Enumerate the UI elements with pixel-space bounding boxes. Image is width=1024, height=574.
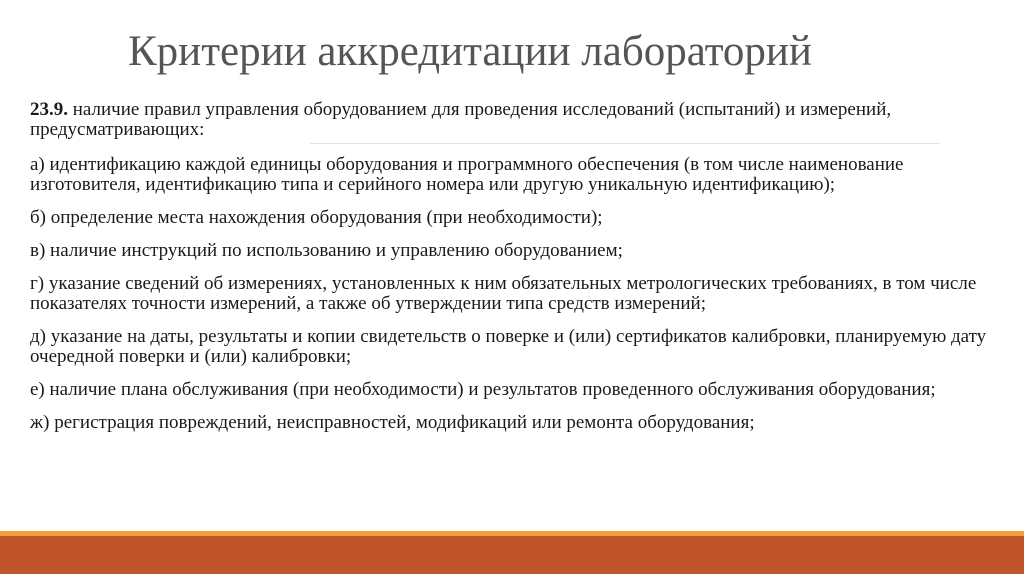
intro-paragraph xyxy=(30,100,998,140)
list-item-d: д) указание на даты, результаты и копии свидетельств о поверке и (или) сертификатов калибровки, планируемую дату очередной поверки и (или) калибровки; xyxy=(30,326,987,367)
slide-title: Критерии аккредитации лабораторий xyxy=(128,28,812,75)
slide-body xyxy=(30,100,998,446)
list-item-e: е) наличие плана обслуживания (при необходимости) и результатов проведенного обслуживания оборудования; xyxy=(30,379,936,400)
list-item-a: а) идентификацию каждой единицы оборудования и программного обеспечения (в том числе наименование изготовителя, идентификацию типа и серийного номера или другую уникальную идентификацию); xyxy=(30,154,904,195)
list-item-v: в) наличие инструкций по использованию и управлению оборудованием; xyxy=(30,240,623,261)
intro-text: наличие правил управления оборудованием для проведения исследований (испытаний) и измерений, предусматривающих: xyxy=(30,99,892,140)
list-item-g: г) указание сведений об измерениях, установленных к ним обязательных метрологических требованиях, в том числе показателях точности измерений, а также об утверждении типа средств измерений; xyxy=(30,273,977,314)
list-item-zh: ж) регистрация повреждений, неисправностей, модификаций или ремонта оборудования; xyxy=(30,412,755,433)
clause-number: 23.9. xyxy=(30,99,68,120)
list-item-b: б) определение места нахождения оборудования (при необходимости); xyxy=(30,207,603,228)
footer-bar xyxy=(0,536,1024,574)
